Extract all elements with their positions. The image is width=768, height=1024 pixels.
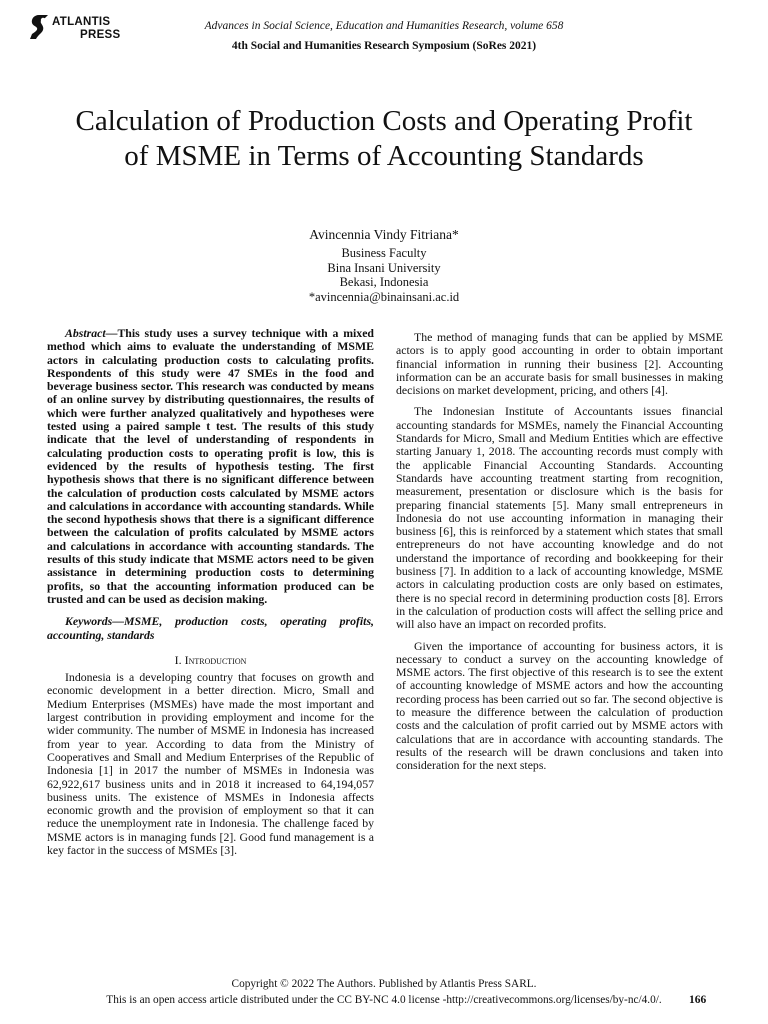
- title-line-1: Calculation of Production Costs and Operating Profit: [75, 105, 693, 137]
- affiliation-university: Bina Insani University: [327, 260, 441, 275]
- abstract-lead: Abstract: [65, 326, 106, 340]
- left-column: [47, 327, 374, 857]
- section-heading-introduction: [47, 654, 374, 667]
- copyright-notice: Copyright © 2022 The Authors. Published by Atlantis Press SARL.: [231, 978, 537, 990]
- logo-text-press: PRESS: [80, 29, 121, 41]
- body-paragraph-2: The Indonesian Institute of Accountants issues financial accounting standards for MSMEs, namely the Financial Accounting Standards for Micro, Small and Medium Entities which are effective starting January 1, 2018. The accounting records must comply with the applicable Financial Accounting Standards. Accounting Standards have accounting treatment starting from recognition, measurement, presentation or disclosure which is the basis for preparing financial statements [5]. Many small entrepreneurs in Indonesia do not use accounting information in managing their business [6], this is reinforced by a statement which states that small entrepreneurs do not have accounting knowledge and do not understand the importance of recording and bookkeeping for their business [7]. In addition to a lack of accounting knowledge, MSME actors in calculating production costs are only based on estimates, there is no special record in determining production costs [8]. Errors in the calculation of production costs will affect the selling price and will also have an impact on recorded profits.: [396, 404, 723, 632]
- license-notice: This is an open access article distributed under the CC BY-NC 4.0 license -http://creativecommons.org/licenses/by-nc/4.0/.: [106, 994, 662, 1006]
- symposium-header: 4th Social and Humanities Research Symposium (SoRes 2021): [231, 40, 537, 52]
- paper-title: [30, 104, 738, 174]
- title-line-2: of MSME in Terms of Accounting Standards: [124, 140, 644, 172]
- body-paragraph-1: The method of managing funds that can be applied by MSME actors is to apply good accounting in order to obtain important financial information in running their business [2]. Accounting information can be an accurate basis for small businesses in making decisions on market development, pricing, and others [4].: [396, 330, 723, 398]
- journal-header: Advances in Social Science, Education and Humanities Research, volume 658: [204, 20, 564, 32]
- affiliation-location: Bekasi, Indonesia: [339, 275, 429, 289]
- author-name: Avincennia Vindy Fitriana*: [309, 227, 459, 242]
- keywords: Keywords—MSME, production costs, operating profits, accounting, standards: [47, 614, 374, 642]
- abstract: [47, 327, 374, 606]
- section-number: I.: [174, 652, 182, 667]
- affiliation-faculty: Business Faculty: [341, 246, 427, 260]
- intro-paragraph: Indonesia is a developing country that focuses on growth and economic development in a better direction. Micro, Small and Medium Enterprises (MSMEs) have made the most important and largest contribution in providing employment and income for the wider community. The number of MSME in Indonesia has increased from year to year. According to data from the Ministry of Cooperatives and Small and Medium Enterprises of the Republic of Indonesia [1] in 2017 the number of MSMEs in Indonesia was 62,922,617 business units and in 2018 it increased to 64,194,057 business units. The existence of MSMEs in Indonesia affects economic growth and the provision of employment so that it can reduce the unemployment rate in Indonesia. The challenge faced by MSME actors is in managing funds [2]. Good fund management is a key factor in the success of MSMEs [3].: [47, 670, 374, 857]
- affiliation-block: [0, 246, 768, 304]
- body-paragraph-3: Given the importance of accounting for business actors, it is necessary to conduct a survey on the accounting knowledge of MSME actors. The first objective of this research is to see the extent of accounting knowledge of MSME actors and how the accounting recording process has been carried out so far. The second objective is to measure the difference between the calculation of production costs and the calculation of profit carried out by MSME actors with calculations that are in accordance with accounting standards. The results of the research will be drawn conclusions and taken into consideration for the next steps.: [396, 638, 723, 773]
- right-column: [396, 331, 723, 773]
- page-number: 166: [689, 994, 707, 1006]
- section-title: Introduction: [184, 652, 247, 667]
- abstract-text: —This study uses a survey technique with a mixed method which aims to evaluate the understanding of MSME actors in calculating production costs to calculating profits. Respondents of this study were 47 SMEs in the food and beverage business sector. This research was conducted by means of an online survey by distributing questionnaires, the results of which were further analyzed qualitatively and hypotheses were tested using a paired sample t test. The results of this study indicate that the level of understanding of respondents in calculating production costs to operating profit is low, this is evidenced by the results of hypothesis testing. The first hypothesis shows that there is no significant difference between the calculation of production costs calculated by MSME actors and calculations in accordance with accounting standards. While the second hypothesis shows that there is a significant difference between the calculation of profits calculated by MSME actors and calculations in accordance with accounting standards. The results of this study indicate that MSME actors need to be given assistance in determining production costs to determining profits, so that the accounting information produced can be trusted and can be used as decision making.: [47, 326, 374, 606]
- logo-text-atlantis: ATLANTIS: [52, 16, 111, 28]
- author-email: *avincennia@binainsani.ac.id: [308, 289, 460, 304]
